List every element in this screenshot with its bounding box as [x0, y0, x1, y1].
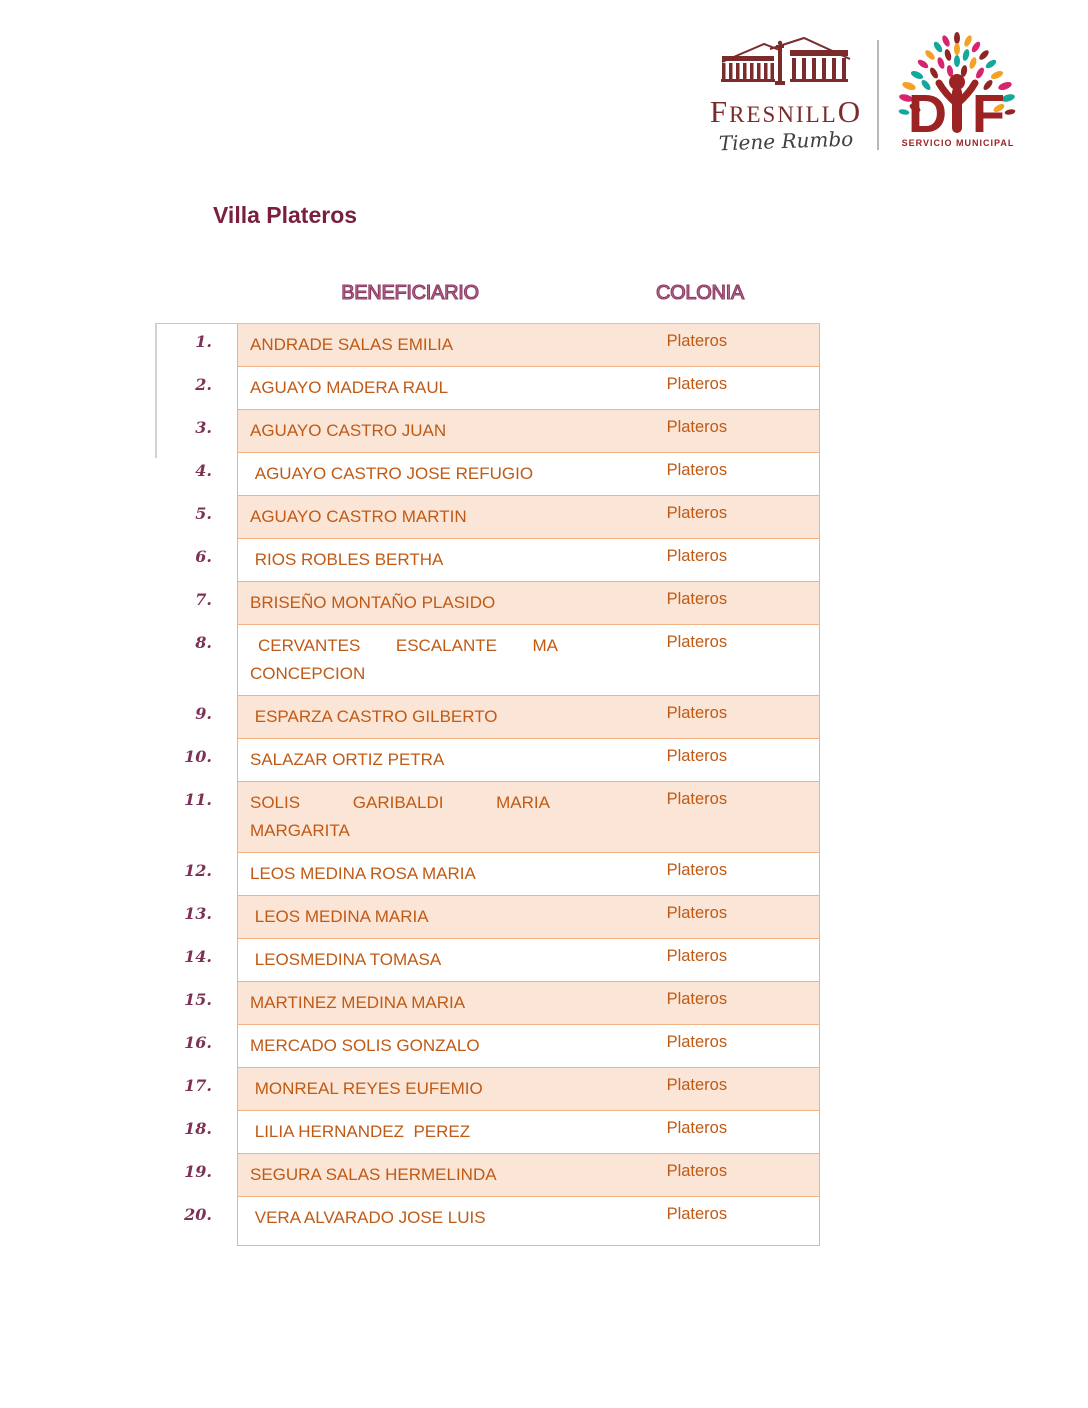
beneficiary-name: ANDRADE SALAS EMILIA — [250, 335, 454, 354]
table-row — [155, 324, 820, 367]
table-row — [155, 496, 820, 539]
beneficiary-name: SALAZAR ORTIZ PETRA — [250, 750, 445, 769]
name-word: MARIA — [496, 793, 550, 812]
name-line — [250, 632, 558, 660]
dif-subtitle: SERVICIO MUNICIPAL — [901, 138, 1015, 148]
beneficiary-name: VERA ALVARADO JOSE LUIS — [250, 1208, 486, 1227]
name-line — [250, 660, 627, 688]
beneficiary-table — [155, 323, 820, 1246]
row-body — [237, 496, 820, 539]
colonia-value: Plateros — [666, 1205, 728, 1223]
table-row — [155, 453, 820, 496]
page-title: Villa Plateros — [213, 202, 358, 228]
beneficiary-name: AGUAYO CASTRO MARTIN — [250, 507, 467, 526]
beneficiary-name: AGUAYO CASTRO JOSE REFUGIO — [250, 464, 534, 483]
table-row — [155, 982, 820, 1025]
dif-letter-d: D — [908, 84, 947, 144]
row-body — [237, 696, 820, 739]
colonia-value: Plateros — [666, 633, 728, 651]
name-line — [250, 817, 627, 845]
name-line — [250, 789, 550, 817]
name-word: MARGARITA — [250, 821, 350, 840]
row-number: 3. — [195, 418, 212, 437]
fresnillo-building-icon — [716, 36, 856, 94]
colonia-value: Plateros — [666, 1162, 728, 1180]
row-body — [237, 739, 820, 782]
fresnillo-letter: O — [837, 94, 863, 129]
fresnillo-letters: RESNILL — [729, 102, 838, 127]
row-body — [237, 410, 820, 453]
beneficiary-name: MERCADO SOLIS GONZALO — [250, 1036, 480, 1055]
colonia-value: Plateros — [666, 375, 728, 393]
row-body — [237, 625, 820, 696]
row-body — [237, 896, 820, 939]
table-row — [155, 782, 820, 853]
dif-letter-f: F — [972, 84, 1005, 144]
colonia-value: Plateros — [666, 418, 728, 436]
name-word: MA — [532, 636, 558, 655]
row-number: 1. — [195, 332, 212, 351]
table-row — [155, 896, 820, 939]
table-left-gray-line — [155, 324, 157, 458]
row-body — [237, 1068, 820, 1111]
row-number: 7. — [195, 590, 212, 609]
dif-logo — [896, 30, 1018, 160]
table-row — [155, 939, 820, 982]
colonia-value: Plateros — [666, 904, 728, 922]
beneficiary-name: AGUAYO MADERA RAUL — [250, 378, 449, 397]
table-row — [155, 853, 820, 896]
table-row — [155, 1068, 820, 1111]
column-header-colonia: COLONIA — [656, 282, 744, 304]
column-header-beneficiario: BENEFICIARIO — [341, 282, 479, 304]
row-number: 20. — [184, 1205, 212, 1224]
row-number: 6. — [195, 547, 212, 566]
table-row — [155, 625, 820, 696]
row-number: 10. — [184, 747, 212, 766]
colonia-value: Plateros — [666, 547, 728, 565]
row-number: 18. — [184, 1119, 212, 1138]
fresnillo-logo — [700, 36, 872, 156]
table-row — [155, 1111, 820, 1154]
colonia-value: Plateros — [666, 332, 728, 350]
name-word: CERVANTES — [258, 636, 361, 655]
row-number: 9. — [195, 704, 212, 723]
row-number: 16. — [184, 1033, 212, 1052]
colonia-value: Plateros — [666, 461, 728, 479]
row-number: 8. — [195, 633, 212, 652]
name-word: GARIBALDI — [352, 793, 444, 812]
name-word: ESCALANTE — [395, 636, 497, 655]
beneficiary-name — [238, 625, 627, 695]
row-number: 4. — [195, 461, 212, 480]
table-row — [155, 696, 820, 739]
table-row — [155, 410, 820, 453]
row-number: 12. — [184, 861, 212, 880]
colonia-value: Plateros — [666, 747, 728, 765]
name-word: CONCEPCION — [250, 664, 366, 683]
fresnillo-tagline: Tiene Rumbo — [718, 126, 854, 156]
row-body — [237, 539, 820, 582]
beneficiary-name — [238, 782, 627, 852]
table-row — [155, 1025, 820, 1068]
row-body — [237, 1154, 820, 1197]
row-body — [237, 782, 820, 853]
row-body — [237, 582, 820, 625]
beneficiary-name: BRISEÑO MONTAÑO PLASIDO — [250, 593, 496, 612]
row-number: 2. — [195, 375, 212, 394]
fresnillo-wordmark — [700, 96, 872, 127]
colonia-value: Plateros — [666, 1033, 728, 1051]
row-number: 11. — [184, 790, 212, 809]
table-row — [155, 582, 820, 625]
name-word: SOLIS — [250, 793, 301, 812]
beneficiary-name: RIOS ROBLES BERTHA — [250, 550, 444, 569]
table-row — [155, 367, 820, 410]
row-body — [237, 1111, 820, 1154]
beneficiary-name: MARTINEZ MEDINA MARIA — [250, 993, 466, 1012]
row-body — [237, 367, 820, 410]
row-body — [237, 453, 820, 496]
beneficiary-name: MONREAL REYES EUFEMIO — [250, 1079, 483, 1098]
beneficiary-name: AGUAYO CASTRO JUAN — [250, 421, 447, 440]
colonia-value: Plateros — [666, 704, 728, 722]
row-body — [237, 1197, 820, 1246]
beneficiary-name: LEOSMEDINA TOMASA — [250, 950, 442, 969]
beneficiary-name: ESPARZA CASTRO GILBERTO — [250, 707, 498, 726]
table-row — [155, 1197, 820, 1246]
row-body — [237, 853, 820, 896]
row-number: 15. — [184, 990, 212, 1009]
row-body — [237, 1025, 820, 1068]
row-number: 17. — [184, 1076, 212, 1095]
row-number: 5. — [195, 504, 212, 523]
row-body — [237, 982, 820, 1025]
row-number: 19. — [184, 1162, 212, 1181]
table-row — [155, 539, 820, 582]
logo-divider — [877, 40, 879, 150]
table-row — [155, 739, 820, 782]
row-number: 13. — [184, 904, 212, 923]
colonia-value: Plateros — [666, 590, 728, 608]
colonia-value: Plateros — [666, 1076, 728, 1094]
colonia-value: Plateros — [666, 1119, 728, 1137]
colonia-value: Plateros — [666, 947, 728, 965]
beneficiary-name: LEOS MEDINA MARIA — [250, 907, 429, 926]
row-number: 14. — [184, 947, 212, 966]
table-row — [155, 1154, 820, 1197]
colonia-value: Plateros — [666, 861, 728, 879]
colonia-value: Plateros — [666, 990, 728, 1008]
dif-tree-icon — [896, 30, 1018, 160]
colonia-value: Plateros — [666, 790, 728, 808]
colonia-value: Plateros — [666, 504, 728, 522]
beneficiary-name: LILIA HERNANDEZ PEREZ — [250, 1122, 471, 1141]
row-body — [237, 324, 820, 367]
beneficiary-name: SEGURA SALAS HERMELINDA — [250, 1165, 497, 1184]
row-body — [237, 939, 820, 982]
fresnillo-letter: F — [709, 94, 730, 129]
beneficiary-name: LEOS MEDINA ROSA MARIA — [250, 864, 476, 883]
